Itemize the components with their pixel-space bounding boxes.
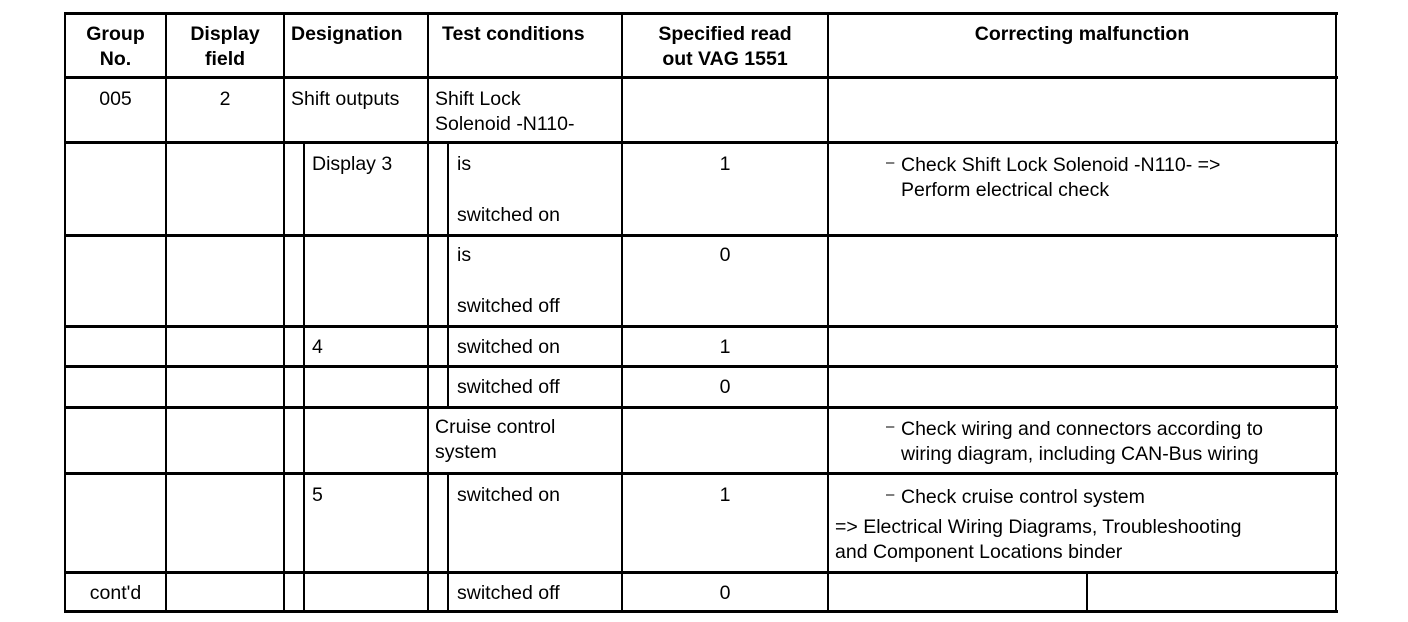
row6-correct: Check wiring and connectors according to wiring diagram, including CAN-Bus wiring xyxy=(901,418,1264,465)
row8-value: 0 xyxy=(719,582,731,604)
row4-value: 1 xyxy=(719,336,731,358)
row1-designation: Shift outputs xyxy=(291,88,400,110)
rule-col4 xyxy=(621,12,623,613)
row5-value: 0 xyxy=(719,376,731,398)
header-group-no: Group No. xyxy=(86,23,145,70)
row1-field: 2 xyxy=(219,88,231,110)
rule-row2 xyxy=(64,234,1338,237)
row2-value: 1 xyxy=(719,153,731,175)
rule-row4 xyxy=(64,365,1338,368)
rule-header xyxy=(64,76,1338,79)
header-correcting: Correcting malfunction xyxy=(974,23,1190,45)
row1-group: 005 xyxy=(99,88,132,110)
rule-row5 xyxy=(64,406,1338,409)
row7-correct-reference: => Electrical Wiring Diagrams, Troubleshooting and Component Locations binder xyxy=(835,516,1242,563)
row6-test: Cruise control system xyxy=(435,416,556,463)
rule-row6 xyxy=(64,472,1338,475)
row7-test: switched on xyxy=(457,484,560,506)
rule-col5 xyxy=(827,12,829,613)
rule-top xyxy=(64,12,1338,15)
row6-bullet: – xyxy=(886,418,895,435)
row3-test-b: switched off xyxy=(457,295,560,317)
header-test-conditions: Test conditions xyxy=(442,23,585,45)
rule-right xyxy=(1335,12,1337,613)
row5-test: switched off xyxy=(457,376,560,398)
row2-correct: Check Shift Lock Solenoid -N110- => Perform electrical check xyxy=(901,154,1221,201)
row3-value: 0 xyxy=(719,244,731,266)
row7-correct: Check cruise control system xyxy=(901,486,1145,508)
rule-row1 xyxy=(64,141,1338,144)
header-display-field: Display field xyxy=(190,23,260,70)
row8-group: cont'd xyxy=(89,582,142,604)
rule-split-last-row xyxy=(1086,571,1088,613)
row8-test: switched off xyxy=(457,582,560,604)
row4-test: switched on xyxy=(457,336,560,358)
header-designation: Designation xyxy=(291,23,403,45)
rule-col3 xyxy=(427,12,429,613)
row3-test-a: is xyxy=(457,244,472,266)
row7-value: 1 xyxy=(719,484,731,506)
row4-designation: 4 xyxy=(312,336,323,358)
header-specified: Specified read out VAG 1551 xyxy=(658,23,792,70)
rule-subcol-test-lower xyxy=(447,472,449,613)
row2-bullet: – xyxy=(886,154,895,171)
row2-test-b: switched on xyxy=(457,204,560,226)
rule-subcol-test-upper xyxy=(447,141,449,408)
rule-row3 xyxy=(64,325,1338,328)
rule-col2 xyxy=(283,12,285,613)
row2-test-a: is xyxy=(457,153,472,175)
rule-subcol-designation xyxy=(303,141,305,613)
row7-bullet: – xyxy=(886,486,895,503)
row1-test: Shift Lock Solenoid -N110- xyxy=(435,88,575,135)
row7-designation: 5 xyxy=(312,484,323,506)
rule-row7 xyxy=(64,571,1338,574)
rule-bottom xyxy=(64,610,1338,613)
row2-designation: Display 3 xyxy=(312,153,393,175)
